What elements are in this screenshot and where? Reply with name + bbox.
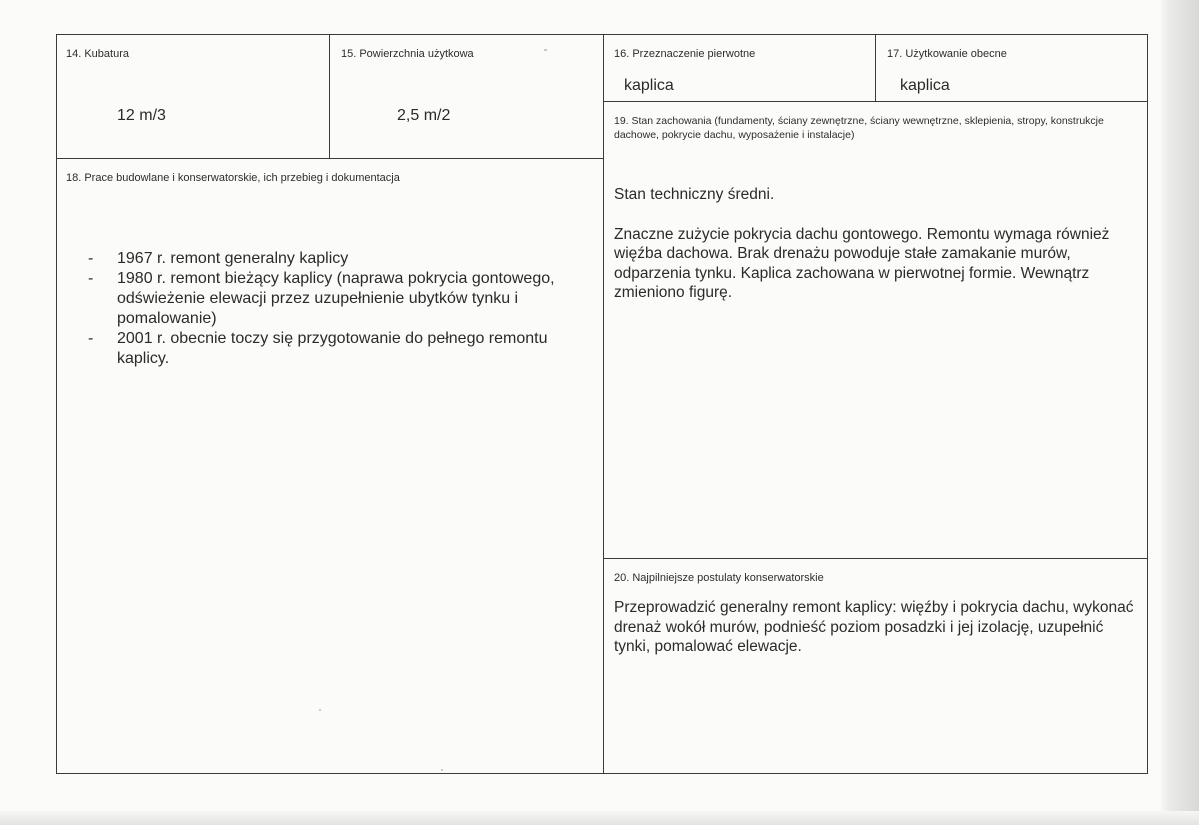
field-19-body (614, 185, 1134, 323)
divider-above-20 (603, 558, 1148, 559)
scan-page-edge (1161, 0, 1199, 825)
scan-page-bottom-edge (0, 811, 1199, 825)
field-14-label: 14. Kubatura (66, 48, 129, 60)
works-item-text: 1967 r. remont generalny kaplicy (117, 250, 349, 267)
scan-speck (441, 769, 443, 771)
field-16-label: 16. Przeznaczenie pierwotne (614, 48, 756, 60)
field-15-value: 2,5 m/2 (397, 107, 451, 124)
divider-14-15 (329, 34, 330, 158)
works-list-item (88, 269, 578, 329)
field-20-text: Przeprowadzić generalny remont kaplicy: więźby i pokrycia dachu, wykonać drenaż wokół murów, podnieść poziom posadzki i jej izolację, uzupełnić tynki, pomalować elewacje. (614, 599, 1134, 655)
field-19-label: 19. Stan zachowania (fundamenty, ściany zewnętrzne, ściany wewnętrzne, sklepienia, stropy, konstrukcje dachowe, pokrycie dachu, wyposażenie i instalacje) (614, 115, 1104, 141)
heritage-record-form (56, 34, 1148, 774)
field-17-label: 17. Użytkowanie obecne (887, 48, 1007, 60)
divider-under-14-15 (56, 158, 604, 159)
works-list-item (88, 249, 578, 269)
field-15-label: 15. Powierzchnia użytkowa (341, 48, 474, 60)
works-list (88, 249, 578, 369)
divider-under-16-17 (603, 101, 1148, 102)
works-item-text: 1980 r. remont bieżący kaplicy (naprawa pokrycia gontowego, odświeżenie elewacji przez uzupełnienie ubytków tynku i pomalowanie) (117, 270, 555, 327)
divider-16-17 (875, 34, 876, 101)
condition-summary: Stan techniczny średni. (614, 186, 775, 203)
condition-details: Znaczne zużycie pokrycia dachu gontowego. Remontu wymaga również więźba dachowa. Brak drenażu powoduje stałe zamakanie murów, odparzenia tynku. Kaplica zachowana w pierwotnej formie. Wewnątrz zmieniono figurę. (614, 225, 1110, 301)
scan-speck (544, 49, 547, 51)
field-16-value: kaplica (624, 77, 674, 94)
field-20-label: 20. Najpilniejsze postulaty konserwatorskie (614, 572, 824, 584)
field-18-label: 18. Prace budowlane i konserwatorskie, ich przebieg i dokumentacja (66, 172, 400, 184)
scan-speck (319, 709, 321, 711)
field-17-value: kaplica (900, 77, 950, 94)
works-item-text: 2001 r. obecnie toczy się przygotowanie do pełnego remontu kaplicy. (117, 330, 548, 367)
list-bullet: - (88, 270, 94, 287)
field-14-value: 12 m/3 (117, 107, 166, 124)
list-bullet: - (88, 330, 94, 347)
list-bullet: - (88, 250, 94, 267)
works-list-item (88, 329, 578, 369)
divider-main-vertical (603, 34, 604, 774)
